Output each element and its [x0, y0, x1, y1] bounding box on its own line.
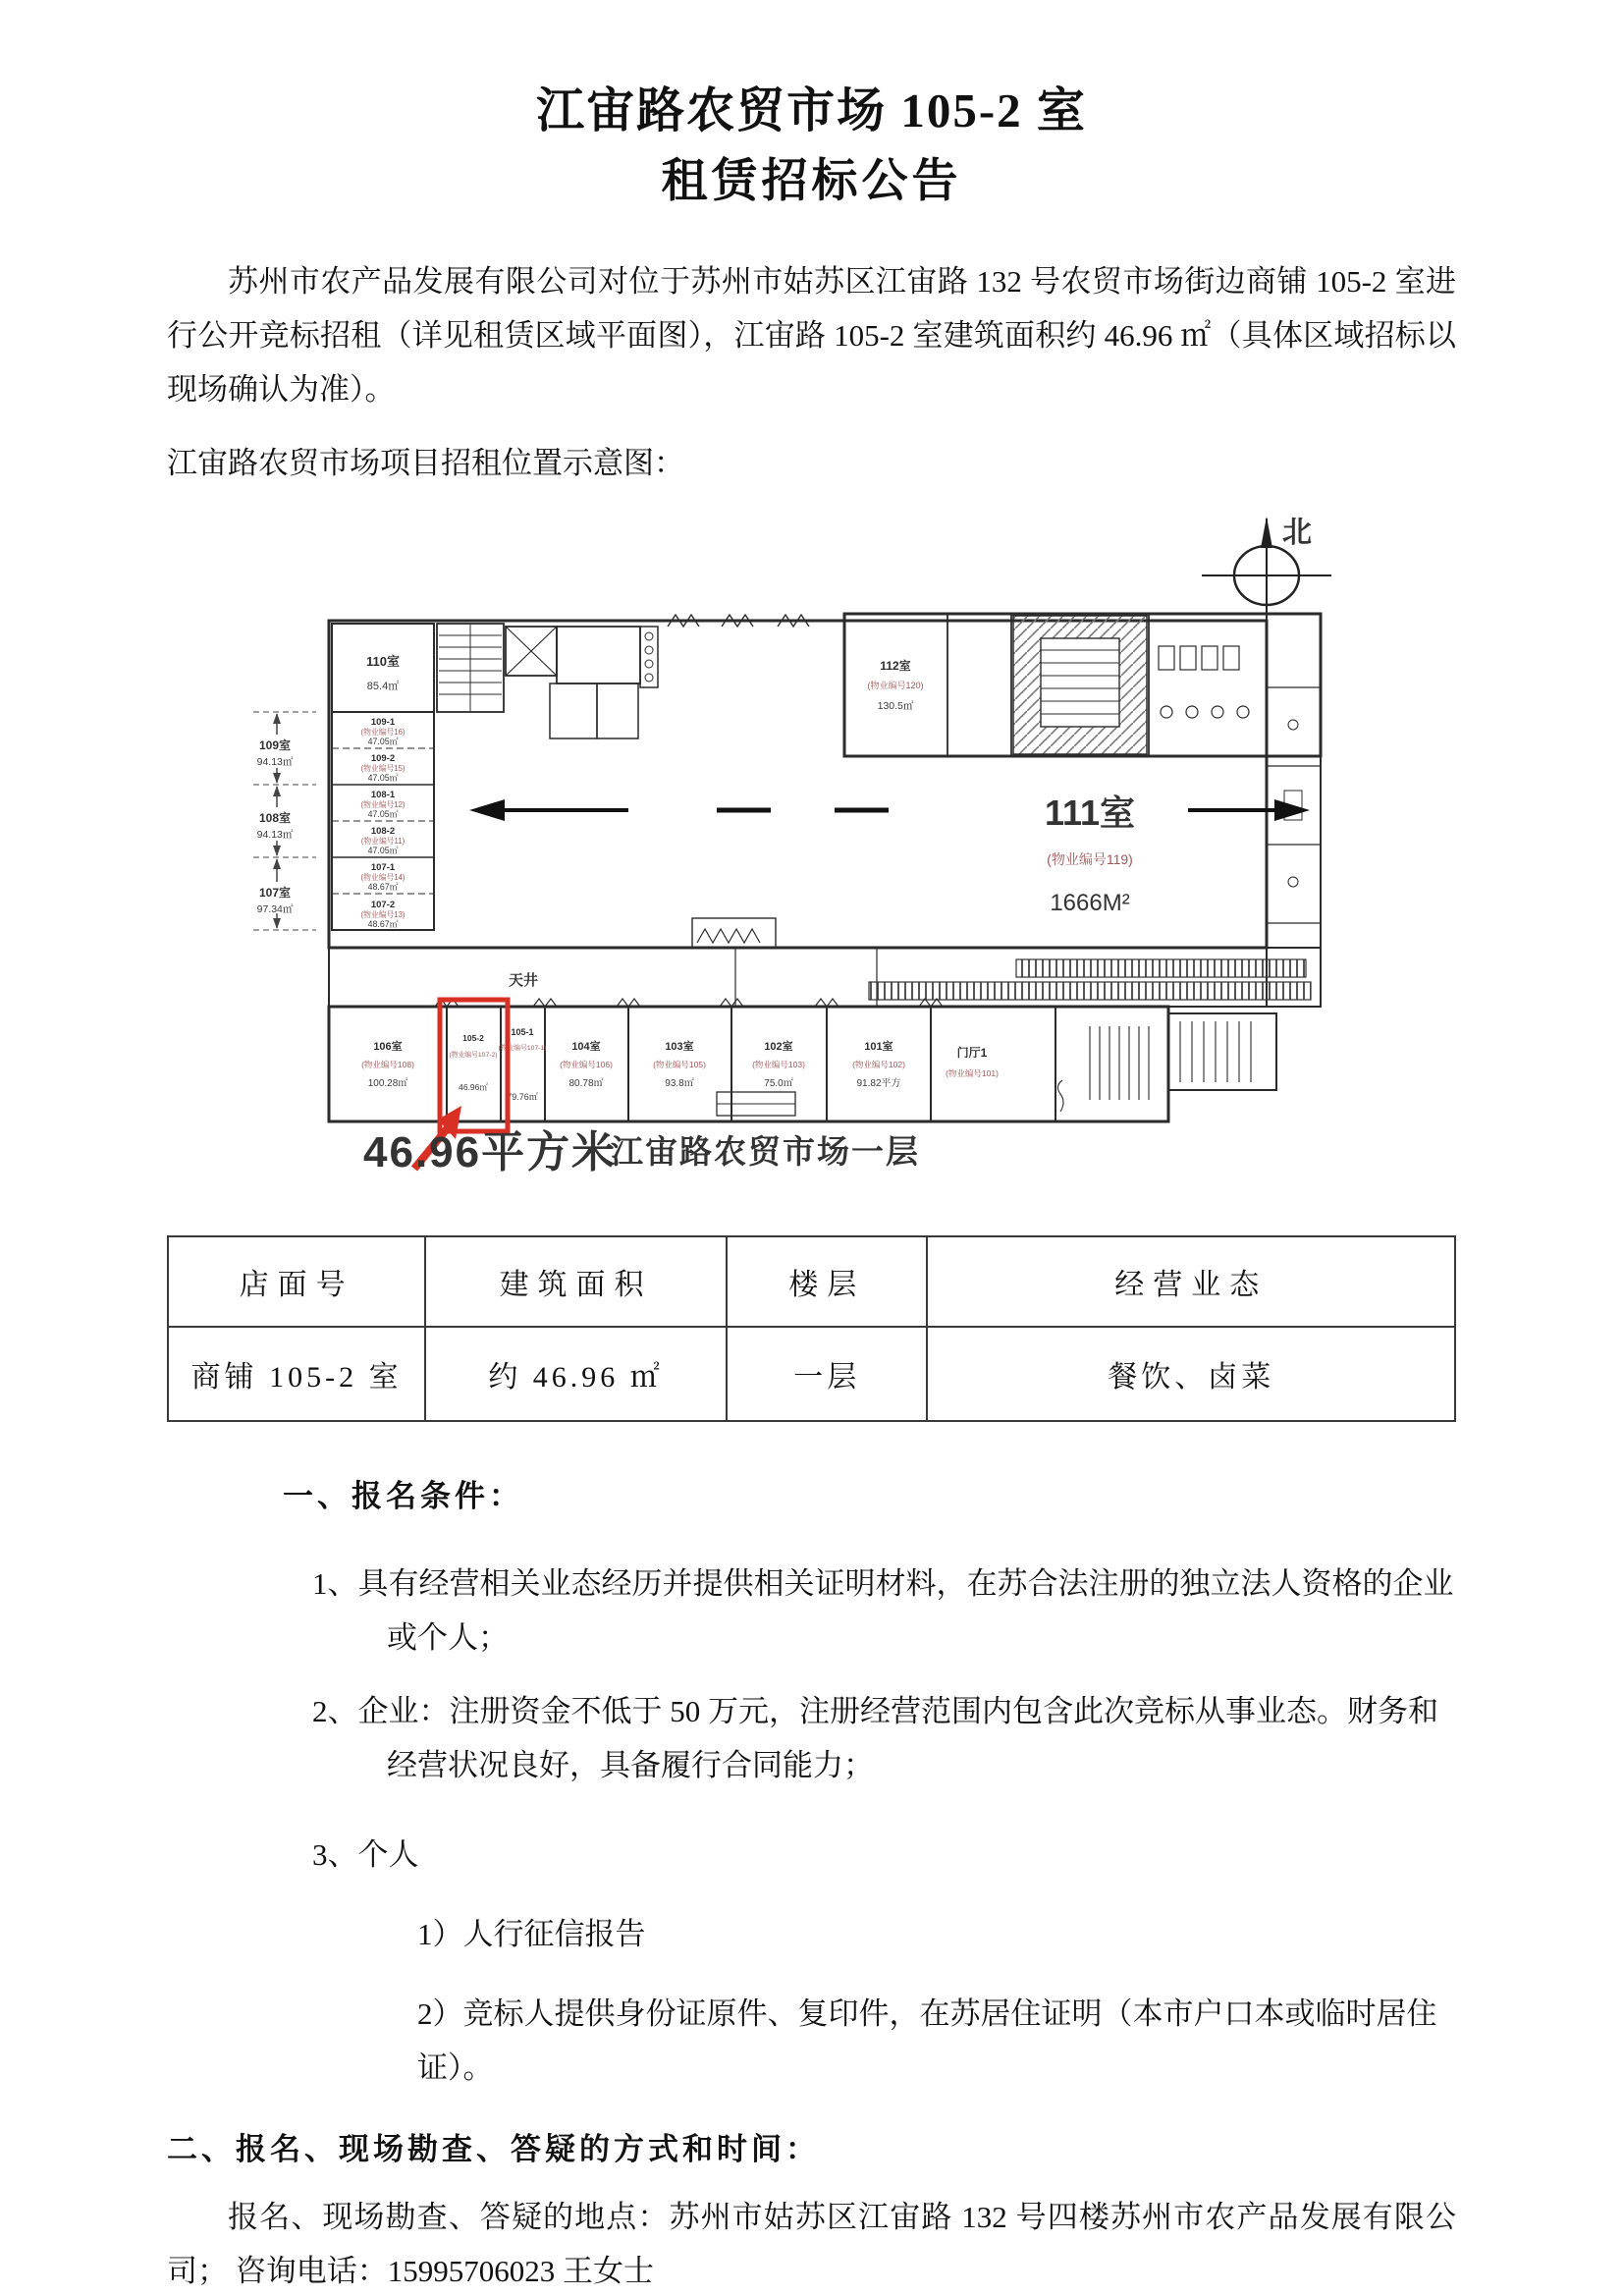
- room-106-code: (物业编号108): [361, 1060, 414, 1070]
- room-108-1-area: 47.05㎡: [367, 809, 399, 820]
- cell-shop-number: 商铺 105-2 室: [168, 1327, 425, 1421]
- room-101-code: (物业编号102): [852, 1060, 905, 1070]
- highlight-box: [440, 1000, 508, 1131]
- dim-109-name: 109室: [258, 738, 292, 753]
- room-101-area: 91.82平方: [856, 1078, 901, 1090]
- room-109-1-code: (物业编号16): [360, 728, 406, 738]
- toilet-stalls: [1159, 646, 1249, 718]
- room-110-name: 110室: [366, 654, 400, 670]
- plan-caption: 江宙路农贸市场一层: [611, 1133, 920, 1171]
- highlight-area-label: 46.96平方米: [363, 1128, 618, 1177]
- room-107-2-area: 48.67㎡: [367, 919, 399, 930]
- room-107-1-area: 48.67㎡: [367, 882, 399, 893]
- room-105-1-area: 79.76㎡: [507, 1092, 538, 1103]
- room-106-name: 106室: [373, 1041, 403, 1054]
- room-110-area: 85.4㎡: [366, 681, 400, 693]
- hall-111-name: 111室: [1044, 793, 1136, 834]
- condition-subitem-1: 1）人行征信报告: [417, 1917, 646, 1952]
- hall-111-code: (物业编号119): [1047, 851, 1133, 868]
- room-101-name: 101室: [864, 1041, 893, 1054]
- col-business-type: 经营业态: [927, 1236, 1455, 1327]
- room-108-2-name: 108-2: [370, 826, 396, 838]
- room-107-2-name: 107-2: [370, 900, 396, 911]
- room-103-area: 93.8㎡: [665, 1078, 694, 1090]
- floor-plan-image: [167, 511, 1454, 1198]
- dim-108-name: 108室: [258, 811, 292, 826]
- doc-title-line1: 江宙路农贸市场 105-2 室: [536, 83, 1087, 137]
- room-108-1-code: (物业编号12): [360, 800, 406, 810]
- floor-plan-figure: [167, 511, 1456, 1198]
- condition-item-1: 1、具有经营相关业态经历并提供相关证明材料，在苏合法注册的独立法人资格的企业或个人；: [312, 1566, 1454, 1656]
- condition-subitem-2: 2）竞标人提供身份证原件、复印件，在苏居住证明（本市户口本或临时居住证）。: [417, 1996, 1437, 2086]
- room-105-1-name: 105-1: [511, 1027, 534, 1038]
- condition-item-3: 3、个人: [312, 1837, 419, 1873]
- col-shop-number: 店面号: [168, 1236, 425, 1327]
- room-107-2-code: (物业编号13): [360, 910, 406, 920]
- room-102-code: (物业编号103): [752, 1060, 805, 1070]
- north-arrow-icon: [1261, 517, 1272, 548]
- lobby-code: (物业编号101): [946, 1068, 999, 1079]
- shop-info-table: [167, 1235, 1456, 1422]
- room-103-code: (物业编号105): [653, 1060, 706, 1070]
- table-row: [168, 1327, 1455, 1421]
- col-floor-level: 楼层: [727, 1236, 928, 1327]
- room-112-name: 112室: [880, 659, 911, 674]
- room-109-2-code: (物业编号15): [360, 764, 406, 774]
- room-108-1-name: 108-1: [370, 790, 396, 801]
- plan-walls: [329, 614, 1321, 1121]
- lobby-name: 门厅1: [956, 1046, 988, 1061]
- room-106-area: 100.28㎡: [367, 1078, 408, 1090]
- room-109-1-name: 109-1: [370, 717, 396, 729]
- top-service-rooms: [437, 615, 809, 738]
- room-105-2-area: 46.96㎡: [459, 1082, 488, 1093]
- bottom-shops: [361, 999, 1251, 1121]
- courtyard-grate-2: [869, 982, 1311, 1000]
- cell-floor-area: 约 46.96 ㎡: [425, 1327, 727, 1421]
- room-109-1-area: 47.05㎡: [367, 737, 399, 747]
- room-102-area: 75.0㎡: [764, 1078, 793, 1090]
- room-108-2-area: 47.05㎡: [367, 846, 399, 856]
- table-header-row: [168, 1236, 1455, 1327]
- courtyard: [509, 948, 1311, 1007]
- hall-111-area: 1666M²: [1050, 890, 1130, 917]
- col-floor-area: 建筑面积: [425, 1236, 727, 1327]
- intro-paragraph: 苏州市农产品发展有限公司对位于苏州市姑苏区江宙路 132 号农贸市场街边商铺 105-2 室进行公开竞标招租（详见租赁区域平面图），江宙路 105-2 室建筑面积约 46.96 ㎡（具体区域招标以现场确认为准）。: [167, 264, 1456, 408]
- left-rooms: [332, 624, 434, 930]
- left-dimension-labels: [257, 738, 294, 915]
- entrance-stairs: [1057, 1021, 1251, 1112]
- room-104-code: (物业编号106): [560, 1060, 613, 1070]
- section1-title: 一、报名条件：: [283, 1479, 523, 1514]
- room-104-name: 104室: [571, 1041, 601, 1054]
- room-102-name: 102室: [764, 1041, 793, 1054]
- doc-title-line2: 租赁招标公告: [661, 155, 962, 207]
- room-105-2-code: (物业编号107-2): [449, 1052, 498, 1060]
- hall-flow-arrows: [469, 799, 1310, 821]
- condition-item-2: 2、企业：注册资金不低于 50 万元，注册经营范围内包含此次竞标从事业态。财务和经营状况良好，具备履行合同能力；: [312, 1694, 1438, 1783]
- room-103-name: 103室: [665, 1041, 694, 1054]
- courtyard-label: 天井: [509, 972, 539, 990]
- room-107-1-name: 107-1: [370, 862, 396, 874]
- room-109-2-area: 47.05㎡: [367, 773, 399, 784]
- contact-paragraph: 报名、现场勘查、答疑的地点：苏州市姑苏区江宙路 132 号四楼苏州市农产品发展有限公司； 咨询电话：15995706023 王女士: [167, 2200, 1456, 2289]
- room-105-2-name: 105-2: [462, 1033, 484, 1044]
- room-105-1-code: (物业编号107-1): [498, 1045, 547, 1053]
- room-107-1-code: (物业编号14): [360, 873, 406, 883]
- room-112-area: 130.5㎡: [877, 700, 914, 713]
- dim-108-area: 94.13㎡: [256, 829, 294, 842]
- plan-intro-caption: 江宙路农贸市场项目招租位置示意图：: [167, 446, 684, 481]
- room-104-area: 80.78㎡: [568, 1078, 604, 1090]
- room-108-2-code: (物业编号11): [360, 837, 406, 847]
- courtyard-grate-1: [1016, 959, 1306, 977]
- dim-107-name: 107室: [258, 886, 292, 901]
- annex-rooms: [867, 614, 1249, 756]
- cell-business-type: 餐饮、卤菜: [927, 1327, 1455, 1421]
- dim-109-area: 94.13㎡: [256, 756, 294, 769]
- room-112-code: (物业编号120): [867, 681, 924, 691]
- hall-111: [469, 793, 1310, 948]
- section2-title: 二、报名、现场勘查、答疑的方式和时间：: [167, 2132, 820, 2167]
- room-109-2-name: 109-2: [370, 753, 396, 765]
- cell-floor-level: 一层: [727, 1327, 928, 1421]
- dim-107-area: 97.34㎡: [256, 903, 294, 916]
- north-label: 北: [1282, 517, 1312, 550]
